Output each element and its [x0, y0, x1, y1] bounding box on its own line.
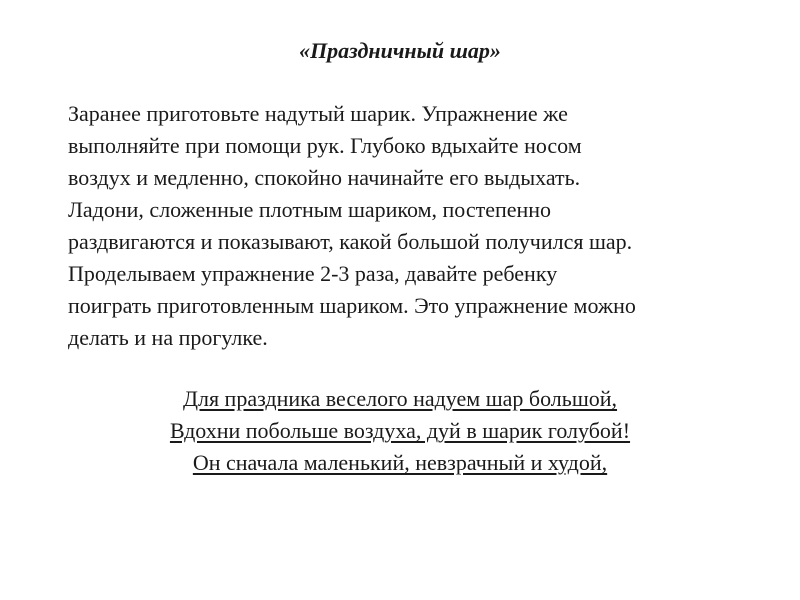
description-line: поиграть приготовленным шариком. Это упражнение можно	[68, 293, 636, 318]
description-line: раздвигаются и показывают, какой большой получился шар.	[68, 229, 633, 254]
description-line: Заранее приготовьте надутый шарик. Упражнение же	[68, 101, 568, 126]
description-line: Ладони, сложенные плотным шариком, постепенно	[68, 197, 552, 222]
poem-line: Он сначала маленький, невзрачный и худой,	[192, 450, 608, 475]
poem-line: Для праздника веселого надуем шар большой,	[182, 386, 618, 411]
poem-line: Вдохни побольше воздуха, дуй в шарик голубой!	[169, 418, 631, 443]
slide-title: «Праздничный шар»	[299, 38, 501, 63]
exercise-description	[68, 98, 768, 354]
description-line: воздух и медленно, спокойно начинайте его выдыхать.	[68, 165, 581, 190]
description-line: выполняйте при помощи рук. Глубоко вдыхайте носом	[68, 133, 582, 158]
description-line: делать и на прогулке.	[68, 325, 268, 350]
description-line: Проделываем упражнение 2-3 раза, давайте ребенку	[68, 261, 558, 286]
poem	[0, 383, 800, 479]
